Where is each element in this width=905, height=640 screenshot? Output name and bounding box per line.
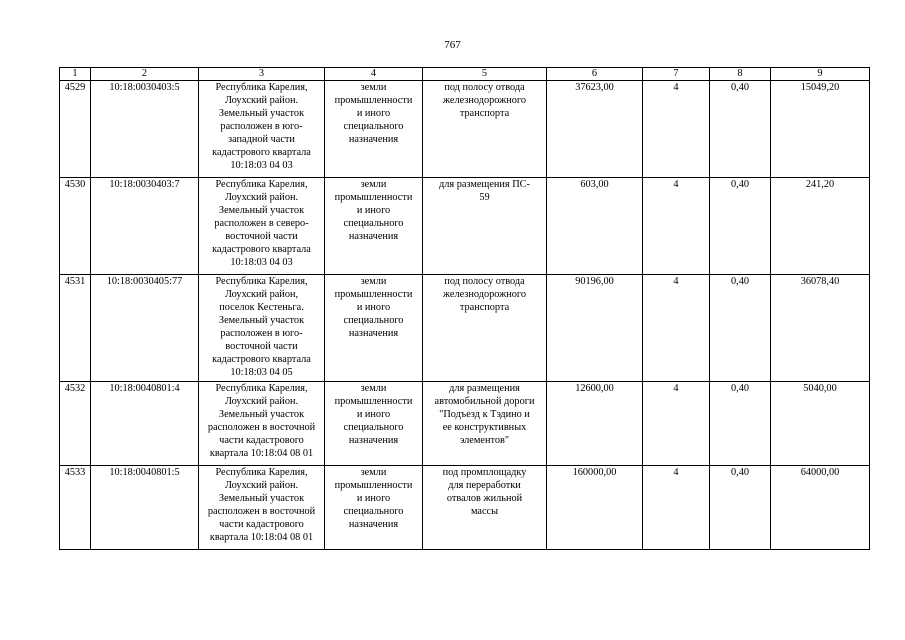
area-value: 603,00 bbox=[547, 178, 643, 275]
row-number: 4533 bbox=[60, 466, 91, 550]
header-col-3: 3 bbox=[199, 68, 325, 81]
table-row bbox=[60, 178, 870, 275]
location-description: Республика Карелия, Лоухский район, поселок Кестеньга. Земельный участок расположен в юго- восточной части кадастрового квартала 10:18:03 04 05 bbox=[199, 275, 325, 382]
header-col-4: 4 bbox=[325, 68, 423, 81]
rate-value: 0,40 bbox=[710, 81, 771, 178]
table-row bbox=[60, 466, 870, 550]
cadastral-number: 10:18:0030403:5 bbox=[91, 81, 199, 178]
group-value: 4 bbox=[643, 81, 710, 178]
header-col-2: 2 bbox=[91, 68, 199, 81]
area-value: 90196,00 bbox=[547, 275, 643, 382]
header-col-8: 8 bbox=[710, 68, 771, 81]
area-value: 12600,00 bbox=[547, 382, 643, 466]
table-row bbox=[60, 382, 870, 466]
header-row bbox=[60, 68, 870, 81]
permitted-use: под полосу отвода железнодорожного транспорта bbox=[423, 81, 547, 178]
group-value: 4 bbox=[643, 275, 710, 382]
table-row bbox=[60, 81, 870, 178]
land-category: земли промышленности и иного специального назначения bbox=[325, 81, 423, 178]
permitted-use: под промплощадку для переработки отвалов жильной массы bbox=[423, 466, 547, 550]
total-value: 5040,00 bbox=[771, 382, 870, 466]
row-number: 4530 bbox=[60, 178, 91, 275]
area-value: 37623,00 bbox=[547, 81, 643, 178]
cadastral-number: 10:18:0030403:7 bbox=[91, 178, 199, 275]
rate-value: 0,40 bbox=[710, 382, 771, 466]
group-value: 4 bbox=[643, 466, 710, 550]
header-col-9: 9 bbox=[771, 68, 870, 81]
total-value: 241,20 bbox=[771, 178, 870, 275]
row-number: 4531 bbox=[60, 275, 91, 382]
location-description: Республика Карелия, Лоухский район. Земельный участок расположен в северо- восточной части кадастрового квартала 10:18:03 04 03 bbox=[199, 178, 325, 275]
total-value: 36078,40 bbox=[771, 275, 870, 382]
page-number: 767 bbox=[444, 39, 461, 51]
total-value: 15049,20 bbox=[771, 81, 870, 178]
rate-value: 0,40 bbox=[710, 275, 771, 382]
total-value: 64000,00 bbox=[771, 466, 870, 550]
header-col-5: 5 bbox=[423, 68, 547, 81]
group-value: 4 bbox=[643, 382, 710, 466]
permitted-use: под полосу отвода железнодорожного транспорта bbox=[423, 275, 547, 382]
row-number: 4529 bbox=[60, 81, 91, 178]
group-value: 4 bbox=[643, 178, 710, 275]
permitted-use: для размещения ПС- 59 bbox=[423, 178, 547, 275]
cadastral-number: 10:18:0030405:77 bbox=[91, 275, 199, 382]
land-registry-table bbox=[59, 67, 870, 550]
row-number: 4532 bbox=[60, 382, 91, 466]
land-category: земли промышленности и иного специального назначения bbox=[325, 382, 423, 466]
header-col-1: 1 bbox=[60, 68, 91, 81]
land-category: земли промышленности и иного специального назначения bbox=[325, 466, 423, 550]
location-description: Республика Карелия, Лоухский район. Земельный участок расположен в восточной части кадастрового квартала 10:18:04 08 01 bbox=[199, 382, 325, 466]
permitted-use: для размещения автомобильной дороги "Подъезд к Тэдино и ее конструктивных элементов" bbox=[423, 382, 547, 466]
area-value: 160000,00 bbox=[547, 466, 643, 550]
location-description: Республика Карелия, Лоухский район. Земельный участок расположен в восточной части кадастрового квартала 10:18:04 08 01 bbox=[199, 466, 325, 550]
land-category: земли промышленности и иного специального назначения bbox=[325, 178, 423, 275]
land-category: земли промышленности и иного специального назначения bbox=[325, 275, 423, 382]
table-row bbox=[60, 275, 870, 382]
header-col-6: 6 bbox=[547, 68, 643, 81]
location-description: Республика Карелия, Лоухский район. Земельный участок расположен в юго- западной части кадастрового квартала 10:18:03 04 03 bbox=[199, 81, 325, 178]
rate-value: 0,40 bbox=[710, 178, 771, 275]
header-col-7: 7 bbox=[643, 68, 710, 81]
rate-value: 0,40 bbox=[710, 466, 771, 550]
cadastral-number: 10:18:0040801:5 bbox=[91, 466, 199, 550]
cadastral-number: 10:18:0040801:4 bbox=[91, 382, 199, 466]
